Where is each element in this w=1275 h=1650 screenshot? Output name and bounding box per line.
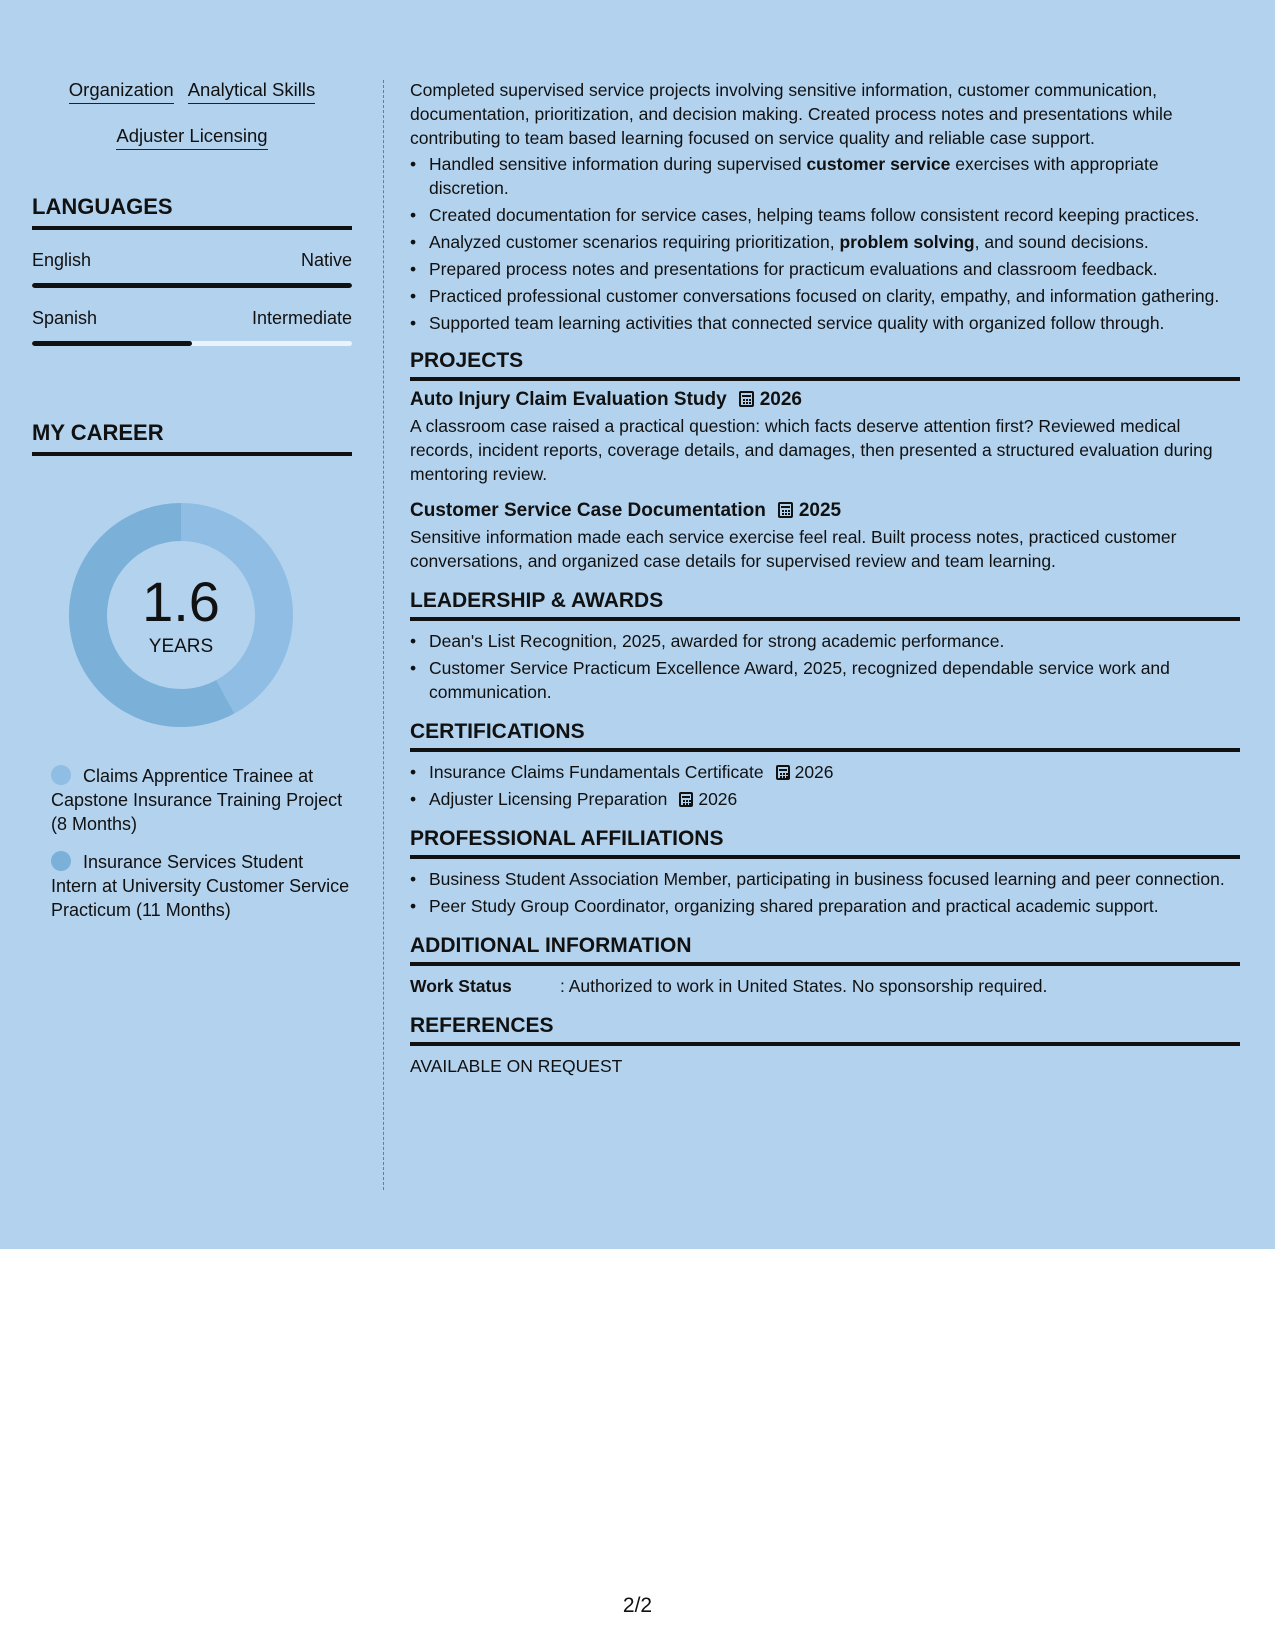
calendar-icon: [778, 502, 793, 518]
bullet-text: Practiced professional customer conversations focused on clarity, empathy, and information gathering.: [429, 286, 1220, 306]
column-divider: [383, 80, 384, 1190]
bullet-text: Handled sensitive information during supervised: [429, 154, 807, 174]
language-level: Intermediate: [251, 308, 352, 328]
language-proficiency-fill: [32, 341, 192, 346]
experience-bullet: [410, 152, 1240, 200]
experience-bullet: [410, 230, 1240, 254]
certification-name: Insurance Claims Fundamentals Certificate: [429, 762, 764, 782]
projects-heading: PROJECTS: [410, 349, 1240, 381]
language-proficiency-bar: [32, 283, 352, 288]
experience-bullet: [410, 257, 1240, 281]
additional-info-heading: ADDITIONAL INFORMATION: [410, 934, 1240, 966]
experience-bullet: [410, 284, 1240, 308]
affiliations-heading: PROFESSIONAL AFFILIATIONS: [410, 827, 1240, 859]
certification-year: 2026: [698, 789, 738, 809]
bullet-text: Analyzed customer scenarios requiring prioritization,: [429, 232, 840, 252]
affiliations-list: [410, 867, 1240, 918]
language-english: [32, 250, 352, 288]
career-item-label: Claims Apprentice Trainee at Capstone Insurance Training Project (8 Months): [51, 766, 343, 834]
awards-heading: LEADERSHIP & AWARDS: [410, 589, 1240, 621]
project-year: 2026: [759, 389, 802, 410]
skill-tag: Analytical Skills: [188, 78, 316, 104]
career-item-label: Insurance Services Student Intern at University Customer Service Practicum (11 Months): [51, 852, 350, 920]
language-spanish: [32, 308, 352, 346]
project-description: A classroom case raised a practical question: which facts deserve attention first? Reviewed medical records, incident reports, coverage details, and damages, then presented a structured evaluation during mentoring review.: [410, 416, 1213, 484]
language-name: English: [32, 250, 92, 270]
certification-item: [410, 787, 1240, 811]
experience-bullet: [410, 203, 1240, 227]
certification-item: [410, 760, 1240, 784]
career-legend: [51, 764, 352, 922]
bullet-text: exercises with appropriate discretion.: [429, 154, 1159, 198]
certification-name: Adjuster Licensing Preparation: [429, 789, 668, 809]
languages-heading: LANGUAGES: [32, 194, 352, 230]
certifications-list: [410, 760, 1240, 811]
work-status-label: Work Status: [410, 976, 512, 996]
work-status-row: [410, 974, 1240, 998]
language-proficiency-bar: [32, 341, 352, 346]
bullet-text: Created documentation for service cases, helping teams follow consistent record keeping practices.: [429, 205, 1200, 225]
bullet-text: Supported team learning activities that connected service quality with organized follow through.: [429, 313, 1165, 333]
skill-tag: Adjuster Licensing: [116, 124, 267, 150]
bullet-text: , and sound decisions.: [974, 232, 1149, 252]
project-year: 2025: [798, 500, 842, 521]
affiliation-item: • Peer Study Group Coordinator, organizing shared preparation and practical academic support.: [410, 894, 1240, 918]
references-heading: REFERENCES: [410, 1014, 1240, 1046]
project-description: Sensitive information made each service exercise feel real. Built process notes, practiced customer conversations, and organized case details for supervised review and team learning.: [410, 527, 1177, 571]
references-text: AVAILABLE ON REQUEST: [410, 1056, 623, 1076]
language-level: Native: [300, 250, 352, 270]
legend-dot-icon: [51, 765, 71, 785]
legend-dot-icon: [51, 851, 71, 871]
bullet-keyword: problem solving: [839, 232, 975, 252]
award-item: • Customer Service Practicum Excellence Award, 2025, recognized dependable service work and communication.: [410, 656, 1240, 704]
certifications-heading: CERTIFICATIONS: [410, 720, 1240, 752]
project-title: Auto Injury Claim Evaluation Study: [410, 389, 727, 410]
experience-bullets: [410, 152, 1240, 335]
awards-list: [410, 629, 1240, 704]
project-item: [410, 500, 1240, 573]
career-heading: MY CAREER: [32, 420, 352, 456]
language-proficiency-fill: [32, 283, 352, 288]
calendar-icon: [679, 792, 693, 807]
project-title: Customer Service Case Documentation: [410, 500, 766, 521]
career-donut-chart: [66, 500, 296, 730]
sidebar: [32, 78, 352, 936]
affiliation-item: • Business Student Association Member, participating in business focused learning and peer connection.: [410, 867, 1240, 891]
calendar-icon: [739, 391, 754, 407]
career-total: 1.6: [142, 570, 220, 633]
career-unit: YEARS: [148, 636, 214, 657]
career-item: [51, 850, 352, 922]
work-status-value: : Authorized to work in United States. No sponsorship required.: [560, 976, 1048, 996]
calendar-icon: [776, 765, 790, 780]
award-item: • Dean's List Recognition, 2025, awarded for strong academic performance.: [410, 629, 1240, 653]
certification-year: 2026: [794, 762, 834, 782]
main-content: [410, 78, 1240, 1078]
bullet-keyword: customer service: [806, 154, 951, 174]
language-name: Spanish: [32, 308, 98, 328]
project-item: [410, 389, 1240, 486]
bullet-text: Prepared process notes and presentations for practicum evaluations and classroom feedback.: [429, 259, 1158, 279]
page-number: 2/2: [622, 1594, 653, 1617]
experience-summary: Completed supervised service projects involving sensitive information, customer communication, documentation, prioritization, and decision making. Created process notes and presentations while contributing to team based learning focused on service quality and reliable case support.: [410, 80, 1173, 148]
skills-list: [32, 78, 352, 170]
skill-tag: Organization: [69, 78, 174, 104]
experience-bullet: [410, 311, 1240, 335]
career-item: [51, 764, 352, 836]
